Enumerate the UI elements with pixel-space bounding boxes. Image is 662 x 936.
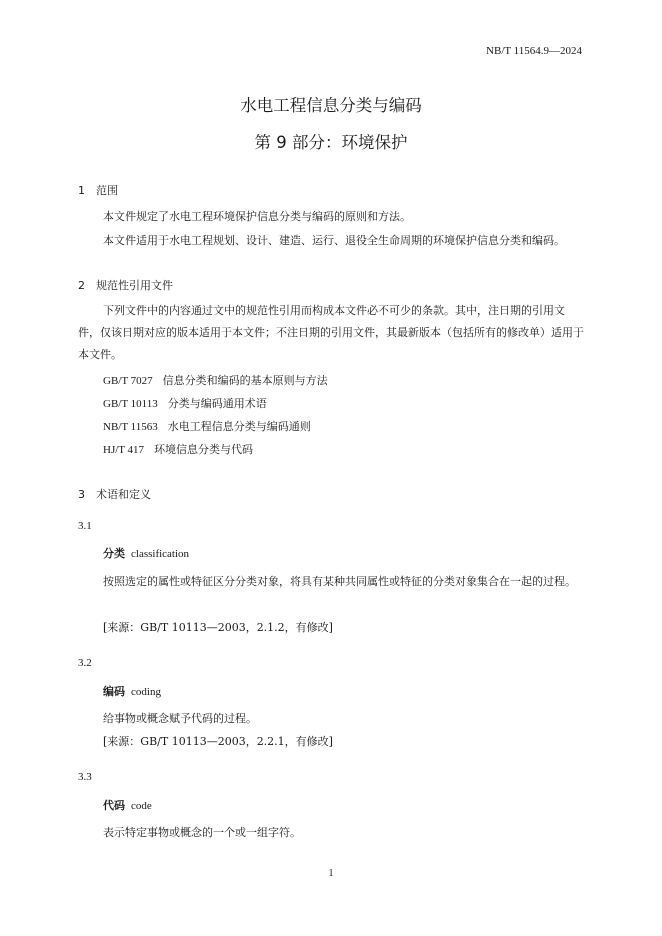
term-english: code [131,800,152,812]
term-chinese: 代码 [103,799,125,812]
part-title: 第 9 部分：环境保护 [254,133,408,152]
clause-number: 3.1 [78,520,92,532]
reference-title: 信息分类和编码的基本原则与方法 [162,374,328,387]
document-title: 水电工程信息分类与编码 [240,96,422,115]
term-chinese: 分类 [103,547,125,560]
section-title: 范围 [96,184,118,197]
reference-item [103,393,267,415]
section-number: 3 [78,488,85,501]
section-number: 1 [78,184,85,197]
reference-title: 分类与编码通用术语 [167,397,267,410]
standard-number: NB/T 11564.9—2024 [486,45,582,57]
reference-item [103,370,328,392]
section-title: 术语和定义 [96,488,151,501]
term-source: [来源：GB/T 10113—2003，2.1.2，有修改] [103,621,333,634]
section-number: 2 [78,279,85,292]
term-entry [103,795,152,817]
reference-item [103,416,311,438]
term-english: classification [131,548,190,560]
term-entry [103,681,161,703]
reference-title: 水电工程信息分类与编码通则 [167,420,311,433]
clause-number: 3.3 [78,771,92,783]
page-number: 1 [328,868,334,879]
term-entry [103,543,189,565]
section-heading-normative [78,277,173,293]
term-definition: 表示特定事物或概念的一个或一组字符。 [103,826,301,839]
reference-code: GB/T 10113 [103,398,158,410]
term-source: [来源：GB/T 10113—2003，2.2.1，有修改] [103,735,333,748]
clause-number: 3.2 [78,657,92,669]
section-heading-terms [78,486,151,502]
scope-paragraph: 本文件规定了水电工程环境保护信息分类与编码的原则和方法。 [103,210,411,223]
section-heading-scope [78,182,118,198]
reference-code: GB/T 7027 [103,375,153,387]
section-title: 规范性引用文件 [96,279,173,292]
normative-intro: 下列文件中的内容通过文中的规范性引用而构成本文件必不可少的条款。其中，注日期的引用文件，仅该日期对应的版本适用于本文件；不注日期的引用文件，其最新版本（包括所有的修改单）适用于本文件。 [78,304,584,361]
reference-title: 环境信息分类与代码 [154,443,254,456]
scope-paragraph: 本文件适用于水电工程规划、设计、建造、运行、退役全生命周期的环境保护信息分类和编码。 [103,234,565,247]
term-chinese: 编码 [103,685,125,698]
reference-code: HJ/T 417 [103,444,145,456]
term-definition: 按照选定的属性或特征区分分类对象，将具有某种共同属性或特征的分类对象集合在一起的过程。 [103,575,576,588]
term-definition: 给事物或概念赋予代码的过程。 [103,712,257,725]
term-english: coding [131,686,161,698]
reference-code: NB/T 11563 [103,421,158,433]
reference-item [103,439,253,461]
